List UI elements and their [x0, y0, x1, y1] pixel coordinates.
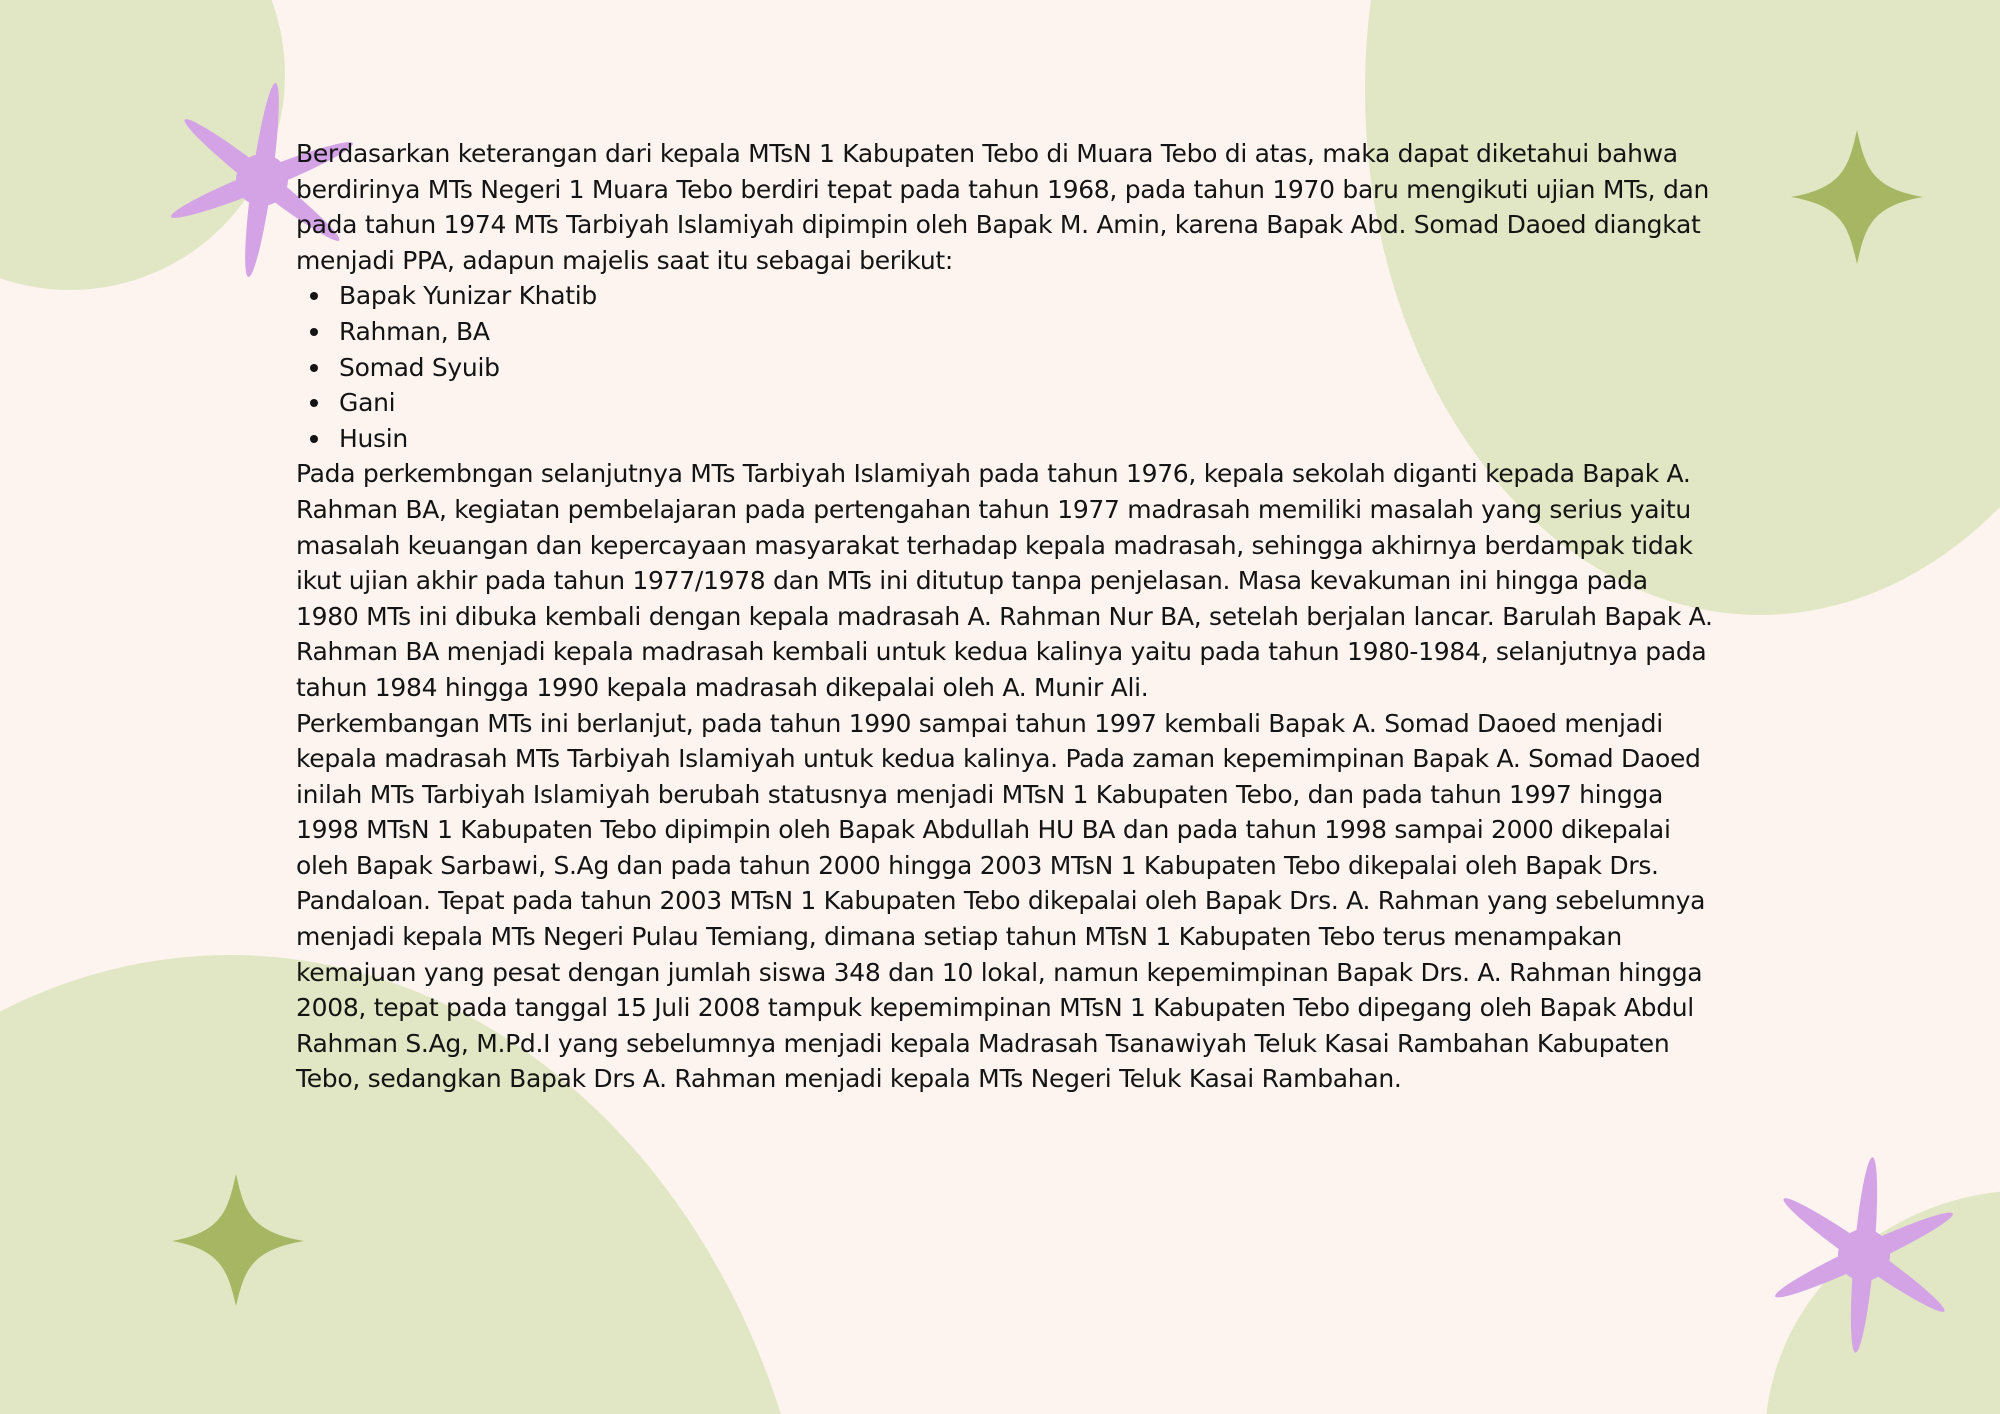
- list-item-text: Somad Syuib: [339, 352, 500, 382]
- bullet-icon: [310, 328, 318, 336]
- list-item: [339, 385, 1716, 421]
- list-item: [339, 350, 1716, 386]
- list-item-text: Gani: [339, 388, 396, 418]
- list-item: [339, 278, 1716, 314]
- bullet-icon: [310, 435, 318, 443]
- history-paragraph-2: Pada perkembngan selanjutnya MTs Tarbiyah Islamiyah pada tahun 1976, kepala sekolah diganti kepada Bapak A. Rahman BA, kegiatan pembelajaran pada pertengahan tahun 1977 madrasah memiliki masalah yang serius yaitu masalah keuangan dan kepercayaan masyarakat terhadap kepala madrasah, sehingga akhirnya berdampak tidak ikut ujian akhir pada tahun 1977/1978 dan MTs ini ditutup tanpa penjelasan. Masa kevakuman ini hingga pada 1980 MTs ini dibuka kembali dengan kepala madrasah A. Rahman Nur BA, setelah berjalan lancar. Barulah Bapak A. Rahman BA menjadi kepala madrasah kembali untuk kedua kalinya yaitu pada tahun 1980-1984, selanjutnya pada tahun 1984 hingga 1990 kepala madrasah dikepalai oleh A. Munir Ali.: [296, 459, 1713, 702]
- list-item-text: Bapak Yunizar Khatib: [339, 281, 597, 311]
- bullet-icon: [310, 399, 318, 407]
- bullet-icon: [310, 292, 318, 300]
- list-item: [339, 421, 1716, 457]
- list-item-text: Husin: [339, 423, 408, 453]
- bullet-icon: [310, 364, 318, 372]
- list-item-text: Rahman, BA: [339, 316, 490, 346]
- history-paragraph-3: Perkembangan MTs ini berlanjut, pada tahun 1990 sampai tahun 1997 kembali Bapak A. Somad Daoed menjadi kepala madrasah MTs Tarbiyah Islamiyah untuk kedua kalinya. Pada zaman kepemimpinan Bapak A. Somad Daoed inilah MTs Tarbiyah Islamiyah berubah statusnya menjadi MTsN 1 Kabupaten Tebo, dan pada tahun 1997 hingga 1998 MTsN 1 Kabupaten Tebo dipimpin oleh Bapak Abdullah HU BA dan pada tahun 1998 sampai 2000 dikepalai oleh Bapak Sarbawi, S.Ag dan pada tahun 2000 hingga 2003 MTsN 1 Kabupaten Tebo dikepalai oleh Bapak Drs. Pandaloan. Tepat pada tahun 2003 MTsN 1 Kabupaten Tebo dikepalai oleh Bapak Drs. A. Rahman yang sebelumnya menjadi kepala MTs Negeri Pulau Temiang, dimana setiap tahun MTsN 1 Kabupaten Tebo terus menampakan kemajuan yang pesat dengan jumlah siswa 348 dan 10 lokal, namun kepemimpinan Bapak Drs. A. Rahman hingga 2008, tepat pada tanggal 15 Juli 2008 tampuk kepemimpinan MTsN 1 Kabupaten Tebo dipegang oleh Bapak Abdul Rahman S.Ag, M.Pd.I yang sebelumnya menjadi kepala Madrasah Tsanawiyah Teluk Kasai Rambahan Kabupaten Tebo, sedangkan Bapak Drs A. Rahman menjadi kepala MTs Negeri Teluk Kasai Rambahan.: [296, 708, 1706, 1094]
- intro-paragraph: Berdasarkan keterangan dari kepala MTsN 1 Kabupaten Tebo di Muara Tebo di atas, maka dapat diketahui bahwa berdirinya MTs Negeri 1 Muara Tebo berdiri tepat pada tahun 1968, pada tahun 1970 baru mengikuti ujian MTs, dan pada tahun 1974 MTs Tarbiyah Islamiyah dipimpin oleh Bapak M. Amin, karena Bapak Abd. Somad Daoed diangkat menjadi PPA, adapun majelis saat itu sebagai berikut:: [296, 139, 1710, 275]
- list-item: [339, 314, 1716, 350]
- council-member-list: [296, 278, 1716, 456]
- document-body: [296, 136, 1716, 1097]
